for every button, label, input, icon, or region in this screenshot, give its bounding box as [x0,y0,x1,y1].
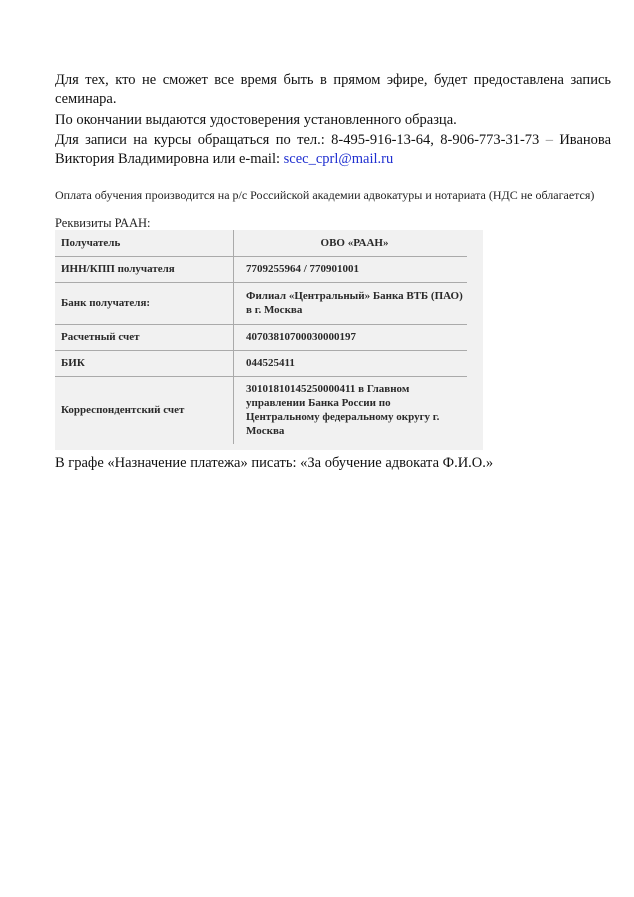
table-row [55,230,467,256]
table-row [55,324,467,350]
requisite-value: 044525411 [246,357,295,369]
requisite-label: ИНН/КПП получателя [55,256,234,282]
requisite-value: 40703810700030000197 [246,331,356,343]
contact-info [55,131,611,169]
requisite-label: Банк получателя: [55,282,234,324]
table-row [55,350,467,376]
requisite-value: ОВО «РААН» [320,236,389,249]
requisite-label: Расчетный счет [55,324,234,350]
table-row [55,376,467,444]
requisite-label: БИК [55,350,234,376]
contact-dash: – [545,132,553,148]
requisite-value: 7709255964 / 770901001 [246,263,360,275]
contact-text-after: Иванова Виктория Владимировна или e-mail: [55,132,612,167]
requisite-value: 30101810145250000411 в Главном управлении Банка России по Центральному федеральному округу г. Москва [246,383,440,438]
payment-purpose: В графе «Назначение платежа» писать: «За обучение адвоката Ф.И.О.» [55,455,494,471]
contact-email-link[interactable]: scec_cprl@mail.ru [283,151,394,167]
requisite-label: Получатель [55,230,234,256]
requisites-table [55,230,467,444]
table-row [55,282,467,324]
requisite-label: Корреспондентский счет [55,376,234,444]
requisites-title: Реквизиты РААН: [55,216,151,230]
requisites-scan [55,230,483,450]
contact-text-before: Для записи на курсы обращаться по тел.: 8-495-916-13-64, 8-906-773-31-73 [55,132,546,148]
payment-note: Оплата обучения производится на р/с Российской академии адвокатуры и нотариата (НДС не облагается) [55,188,595,202]
requisite-value: Филиал «Центральный» Банка ВТБ (ПАО) в г. Москва [246,290,463,316]
certificate-notice: По окончании выдаются удостоверения установленного образца. [55,112,457,128]
recording-notice: Для тех, кто не сможет все время быть в прямом эфире, будет предоставлена запись семинара. [55,72,611,107]
table-row [55,256,467,282]
